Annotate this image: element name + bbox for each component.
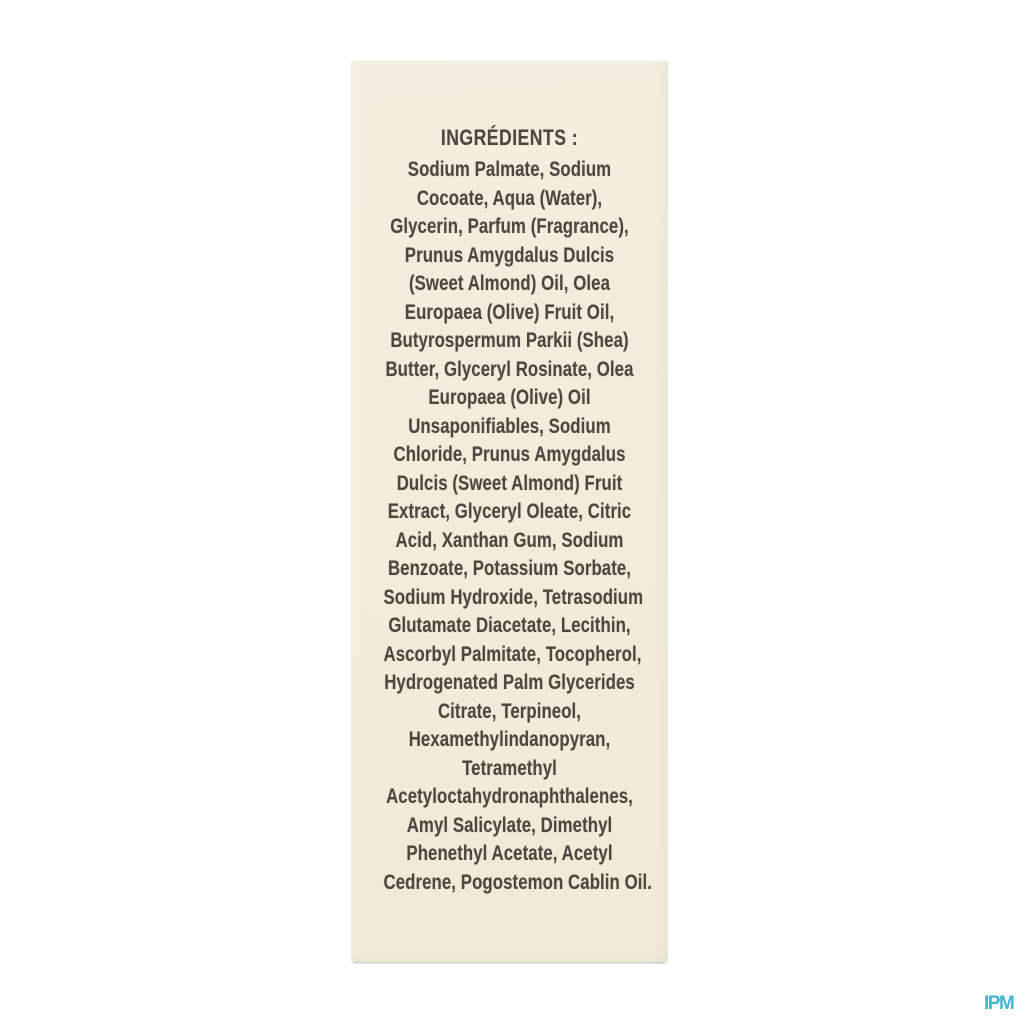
ingredient-line: Acetyloctahydronaphthalenes, (386, 785, 633, 808)
ingredient-line: Butyrospermum Parkii (Shea) (390, 329, 629, 352)
ingredient-line: Citrate, Terpineol, (437, 699, 582, 723)
ingredient-line: Extract, Glyceryl Oleate, Citric (387, 500, 632, 523)
ingredient-line: Europaea (Olive) Fruit Oil, (404, 300, 615, 324)
ingredient-line: Hydrogenated Palm Glycerides (384, 671, 635, 694)
ingredient-line: Benzoate, Potassium Sorbate, (387, 557, 632, 580)
ingredient-line: Chloride, Prunus Amygdalus (393, 443, 626, 466)
ingredient-line: Sodium Hydroxide, Tetrasodium (383, 585, 644, 609)
ingredient-line: Ascorbyl Palmitate, Tocopherol, (383, 642, 642, 666)
soap-box-ingredients-panel (352, 61, 667, 962)
ingredient-line: Cocoate, Aqua (Water), (416, 186, 603, 210)
ipm-watermark: IPM (984, 993, 1014, 1014)
ingredient-line: Hexamethylindanopyran, (408, 728, 611, 751)
ingredient-line: Butter, Glyceryl Rosinate, Olea (385, 357, 634, 381)
ingredients-heading: INGRÉDIENTS : (440, 125, 579, 150)
ingredient-line: Acid, Xanthan Gum, Sodium (395, 528, 624, 552)
ingredient-line: (Sweet Almond) Oil, Olea (408, 272, 611, 295)
ingredient-line: Amyl Salicylate, Dimethyl (406, 813, 613, 837)
ingredients-list (383, 156, 653, 897)
ingredient-line: Dulcis (Sweet Almond) Fruit (396, 471, 623, 495)
ingredient-line: Europaea (Olive) Oil (428, 386, 591, 409)
ingredient-line: Unsaponifiables, Sodium (408, 414, 611, 438)
ingredient-line: Tetramethyl (462, 756, 557, 780)
ingredient-line: Cedrene, Pogostemon Cablin Oil. (383, 870, 653, 894)
ingredients-label (383, 123, 653, 897)
ingredient-line: Glutamate Diacetate, Lecithin, (388, 614, 631, 637)
ingredient-line: Glycerin, Parfum (Fragrance), (390, 215, 629, 238)
ingredient-line: Sodium Palmate, Sodium (407, 158, 612, 181)
ingredient-line: Prunus Amygdalus Dulcis (404, 243, 615, 267)
ingredient-line: Phenethyl Acetate, Acetyl (406, 842, 613, 865)
